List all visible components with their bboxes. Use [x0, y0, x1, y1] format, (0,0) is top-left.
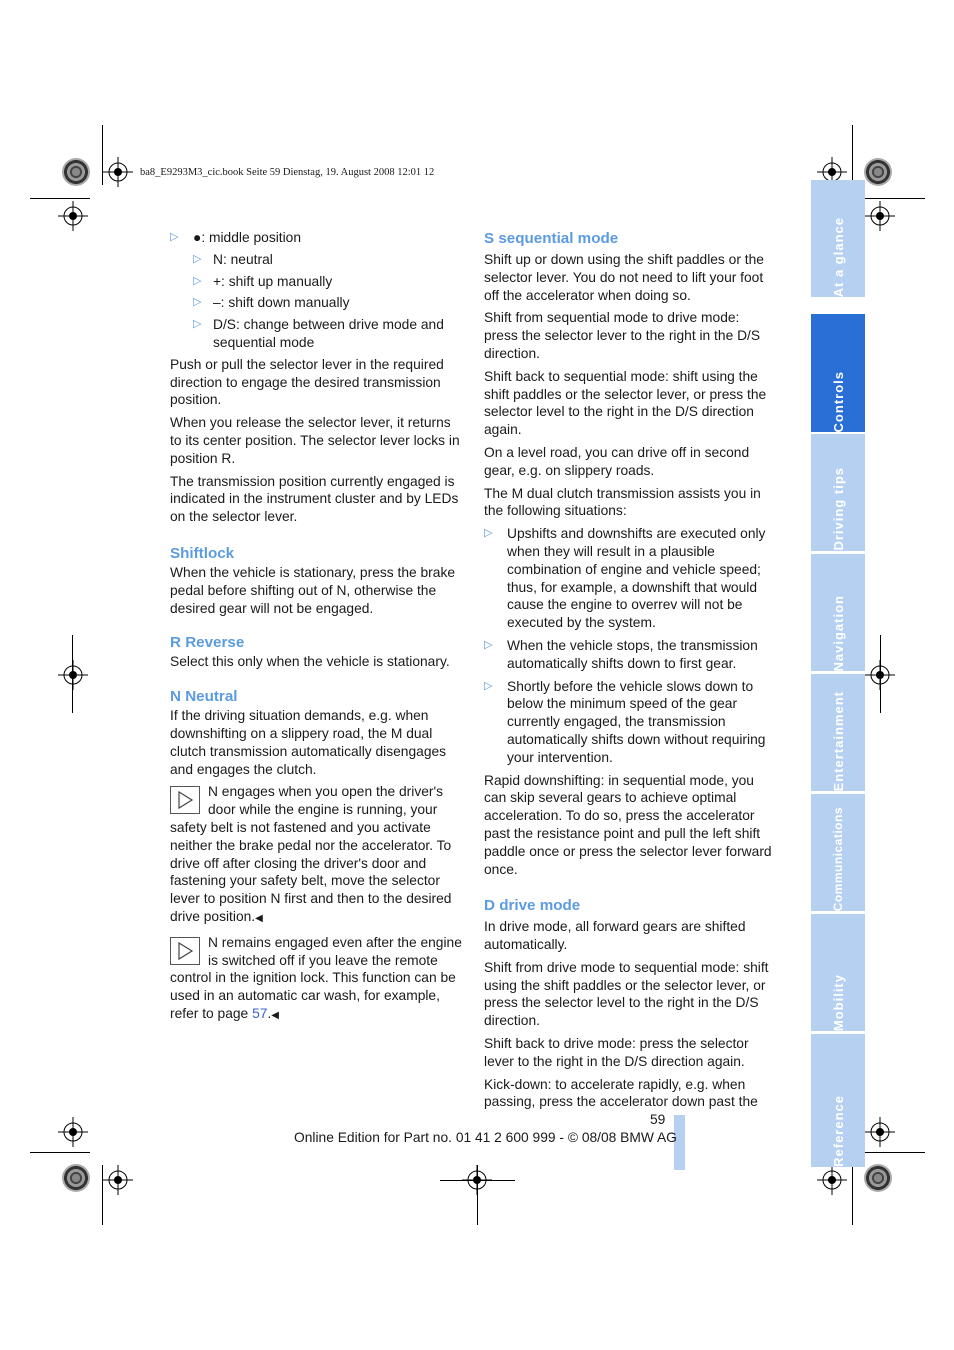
section-heading-neutral: N Neutral — [170, 688, 238, 706]
registration-mark-icon — [865, 1117, 895, 1147]
paragraph: Shift back to sequential mode: shift using the shift paddles or the selector lever, or press the selector level to the right in the D/S direction again. — [484, 368, 767, 438]
registration-mark-icon — [865, 660, 895, 690]
paragraph: Shift from sequential mode to drive mode: press the selector lever to the right in the D/S direction. — [484, 310, 761, 361]
paragraph: Push or pull the selector lever in the required direction to engage the desired transmission position. — [170, 356, 444, 408]
end-mark-icon: ◀ — [255, 912, 263, 924]
note-triangle-icon — [170, 786, 200, 814]
registration-mark-icon — [103, 1165, 133, 1195]
page-number: 59 — [650, 1112, 666, 1127]
triangle-bullet-icon: ▷ — [193, 318, 202, 331]
left-column — [170, 229, 462, 1030]
paragraph: On a level road, you can drive off in second gear, e.g. on slippery roads. — [484, 444, 750, 478]
section-heading-reverse: R Reverse — [170, 634, 245, 652]
tab-controls[interactable]: Controls — [811, 314, 865, 432]
note-paragraph: N engages when you open the driver's door while the engine is running, your safety belt is not fastened and you activate neither the brake pedal nor the accelerator. To drive off after closing the driver's door and fastening your safety belt, move the selector lever to position N first and then to the desired drive position.◀ — [170, 784, 452, 924]
triangle-bullet-icon: ▷ — [193, 252, 202, 265]
list-item: ▷ Upshifts and downshifts are executed only when they will result in a plausible combination of engine and vehicle speed; thus, for example, a downshift that would cause the engine to overrev will not be executed by the system. — [484, 526, 766, 631]
tab-mobility[interactable]: Mobility — [811, 914, 865, 1031]
tab-reference[interactable]: Reference — [811, 1034, 865, 1167]
registration-mark-icon — [58, 201, 88, 231]
tab-entertainment[interactable]: Entertainment — [811, 674, 865, 791]
chapter-tabs — [811, 180, 865, 1167]
triangle-bullet-icon: ▷ — [484, 527, 493, 540]
list-item: ▷ Shortly before the vehicle slows down to below the minimum speed of the gear currently engaged, the transmission automatically shifts down without requiring your intervention. — [484, 678, 766, 765]
list-item: ▷ D/S: change between drive mode and sequential mode — [193, 317, 444, 350]
registration-mark-icon — [103, 157, 133, 187]
tab-driving-tips[interactable]: Driving tips — [811, 434, 865, 551]
print-header: ba8_E9293M3_cic.book Seite 59 Dienstag, 19. August 2008 12:01 12 — [140, 167, 435, 178]
paragraph: In drive mode, all forward gears are shifted automatically. — [484, 919, 746, 953]
color-target-icon — [62, 158, 90, 186]
footer-edition: Online Edition for Part no. 01 41 2 600 999 - © 08/08 BMW AG — [294, 1130, 677, 1145]
paragraph: The transmission position currently engaged is indicated in the instrument cluster and by LEDs on the selector lever. — [170, 473, 459, 525]
section-heading-shiftlock: Shiftlock — [170, 544, 235, 562]
triangle-bullet-icon: ▷ — [170, 231, 179, 243]
list-item: ▷ +: shift up manually — [193, 273, 333, 289]
page-link[interactable]: 57 — [252, 1005, 268, 1021]
list-item: ▷ –: shift down manually — [193, 295, 350, 311]
paragraph: Shift up or down using the shift paddles or the selector lever. You do not need to lift your foot off the accelerator when doing so. — [484, 252, 764, 303]
triangle-bullet-icon: ▷ — [484, 679, 493, 692]
color-target-icon — [864, 1164, 892, 1192]
registration-mark-icon — [865, 201, 895, 231]
registration-mark-icon — [58, 1117, 88, 1147]
paragraph: Rapid downshifting: in sequential mode, you can skip several gears to achieve optimal acceleration. To do so, press the accelerator past the resistance point and pull the left shift paddle once or press the selector lever forward once. — [484, 772, 772, 877]
paragraph: Shift from drive mode to sequential mode: shift using the shift paddles or the selector lever, or press the selector level to the right in the D/S direction. — [484, 959, 769, 1029]
registration-mark-icon — [58, 660, 88, 690]
paragraph: Kick-down: to accelerate rapidly, e.g. when passing, press the accelerator down past the — [484, 1076, 758, 1110]
paragraph: If the driving situation demands, e.g. when downshifting on a slippery road, the M dual clutch transmission automatically disengages and engages the clutch. — [170, 708, 447, 777]
note-paragraph: N remains engaged even after the engine is switched off if you leave the remote control in the ignition lock. This function can be used in an automatic car wash, for example, refer to page 57.◀ — [170, 934, 462, 1021]
end-mark-icon: ◀ — [271, 1009, 279, 1021]
section-heading-sequential: S sequential mode — [484, 230, 619, 247]
triangle-bullet-icon: ▷ — [193, 274, 202, 287]
list-item: ▷ N: neutral — [193, 251, 273, 267]
paragraph: When the vehicle is stationary, press the brake pedal before shifting out of N, otherwise the desired gear will not be engaged. — [170, 564, 456, 616]
triangle-bullet-icon: ▷ — [193, 296, 202, 309]
registration-mark-icon — [817, 1165, 847, 1195]
right-column — [484, 229, 776, 1116]
color-target-icon — [62, 1164, 90, 1192]
paragraph: The M dual clutch transmission assists you in the following situations: — [484, 485, 761, 519]
paragraph: Select this only when the vehicle is stationary. — [170, 654, 450, 670]
list-item: ▷ When the vehicle stops, the transmission automatically shifts down to first gear. — [484, 637, 758, 671]
paragraph: When you release the selector lever, it returns to its center position. The selector lever locks in position R. — [170, 415, 460, 466]
note-triangle-icon — [170, 937, 200, 965]
section-heading-drive: D drive mode — [484, 897, 581, 915]
triangle-bullet-icon: ▷ — [484, 638, 493, 651]
tab-communications[interactable]: Communications — [811, 794, 865, 911]
tab-at-a-glance[interactable]: At a glance — [811, 180, 865, 297]
tab-navigation[interactable]: Navigation — [811, 554, 865, 671]
color-target-icon — [864, 158, 892, 186]
registration-mark-icon — [462, 1165, 492, 1195]
paragraph: Shift back to drive mode: press the selector lever to the right in the D/S direction again. — [484, 1036, 749, 1069]
list-item: ▷ ●: middle position — [170, 230, 302, 245]
